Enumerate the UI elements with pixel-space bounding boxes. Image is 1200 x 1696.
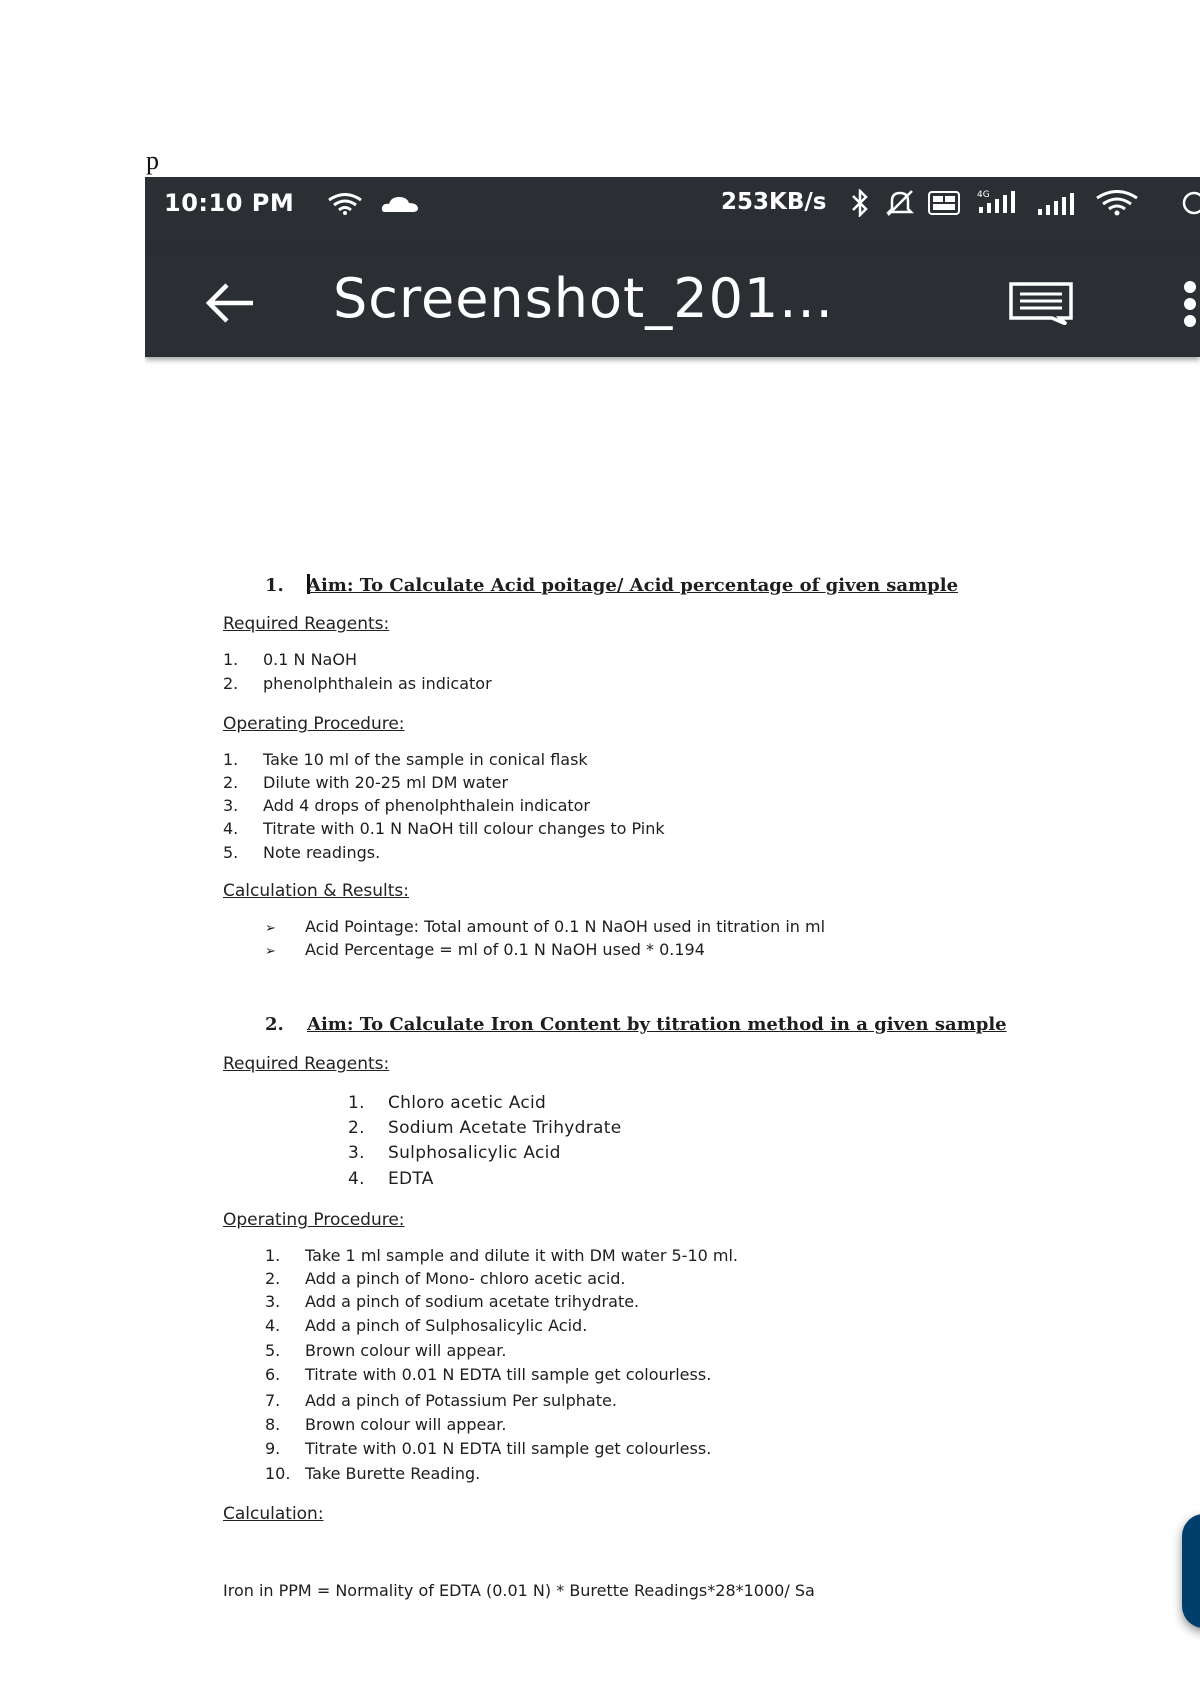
section2-calculation-heading: Calculation:: [223, 1504, 324, 1524]
section2-number: 2.: [265, 1014, 284, 1035]
list-item: 3. Add 4 drops of phenolphthalein indicator: [223, 796, 591, 815]
list-item: 3. Add a pinch of sodium acetate trihydrate.: [265, 1292, 640, 1311]
list-item: 2. Dilute with 20-25 ml DM water: [223, 773, 509, 792]
list-item: 5. Note readings.: [223, 843, 381, 862]
app-bar: [145, 249, 1200, 357]
edit-fab-button[interactable]: [1182, 1514, 1200, 1628]
list-item: 4. Add a pinch of Sulphosalicylic Acid.: [265, 1316, 588, 1335]
section2-procedure-heading: Operating Procedure:: [223, 1210, 405, 1230]
page-letter: p: [146, 146, 159, 175]
list-item: ➢ Acid Pointage: Total amount of 0.1 N NaOH used in titration in ml: [265, 917, 826, 936]
bluetooth-icon: [850, 189, 870, 217]
section1-results-heading: Calculation & Results:: [223, 881, 410, 901]
list-item: 9. Titrate with 0.01 N EDTA till sample get colourless.: [265, 1439, 712, 1458]
section1-procedure-heading: Operating Procedure:: [223, 714, 405, 734]
iron-formula: Iron in PPM = Normality of EDTA (0.01 N) * Burette Readings*28*1000/ Sa: [223, 1581, 815, 1600]
cloud-icon: [381, 195, 419, 213]
alarm-off-icon: [885, 189, 915, 217]
signal-icon: [1036, 189, 1076, 217]
list-item: 8. Brown colour will appear.: [265, 1415, 507, 1434]
section1-aim: Aim: To Calculate Acid poitage/ Acid percentage of given sample: [307, 575, 959, 596]
file-title: Screenshot_201...: [333, 267, 834, 330]
network-speed: 253KB/s: [721, 189, 827, 215]
list-item: 1. 0.1 N NaOH: [223, 650, 357, 669]
list-item: 6. Titrate with 0.01 N EDTA till sample get colourless.: [265, 1365, 712, 1384]
wifi-icon: [1095, 190, 1139, 216]
wifi-icon: [327, 193, 363, 215]
phone-screenshot: [145, 177, 1200, 1696]
list-item: 3. Sulphosalicylic Acid: [348, 1143, 561, 1163]
volte-icon: [928, 191, 960, 215]
section1-reagents-heading: Required Reagents:: [223, 614, 390, 634]
list-item: 4. EDTA: [348, 1169, 434, 1189]
document-page: [145, 357, 1200, 1696]
list-item: 1. Take 10 ml of the sample in conical flask: [223, 750, 588, 769]
list-item: 7. Add a pinch of Potassium Per sulphate.: [265, 1391, 617, 1410]
battery-icon: [1180, 190, 1200, 216]
more-vert-icon[interactable]: [1180, 279, 1200, 329]
svg-text:4G: 4G: [977, 190, 990, 200]
list-item: 4. Titrate with 0.1 N NaOH till colour changes to Pink: [223, 819, 665, 838]
comment-icon[interactable]: [1008, 281, 1074, 325]
section1-number: 1.: [265, 575, 284, 596]
arrow-bullet-icon: ➢: [265, 921, 276, 936]
list-item: 2. Add a pinch of Mono- chloro acetic acid.: [265, 1269, 626, 1288]
list-item: 1. Take 1 ml sample and dilute it with DM water 5-10 ml.: [265, 1246, 739, 1265]
list-item: 2. Sodium Acetate Trihydrate: [348, 1118, 622, 1138]
arrow-bullet-icon: ➢: [265, 944, 276, 959]
list-item: 5. Brown colour will appear.: [265, 1341, 507, 1360]
section2-reagents-heading: Required Reagents:: [223, 1054, 390, 1074]
section2-aim: Aim: To Calculate Iron Content by titration method in a given sample: [307, 1014, 1007, 1035]
status-time: 10:10 PM: [164, 189, 295, 217]
list-item: 1. Chloro acetic Acid: [348, 1093, 547, 1113]
list-item: 2. phenolphthalein as indicator: [223, 674, 492, 693]
list-item: 10. Take Burette Reading.: [265, 1464, 481, 1483]
signal-4g-icon: [975, 187, 1019, 217]
back-arrow-icon[interactable]: [203, 281, 255, 325]
status-bar: [145, 177, 1200, 249]
list-item: ➢ Acid Percentage = ml of 0.1 N NaOH used * 0.194: [265, 940, 705, 959]
